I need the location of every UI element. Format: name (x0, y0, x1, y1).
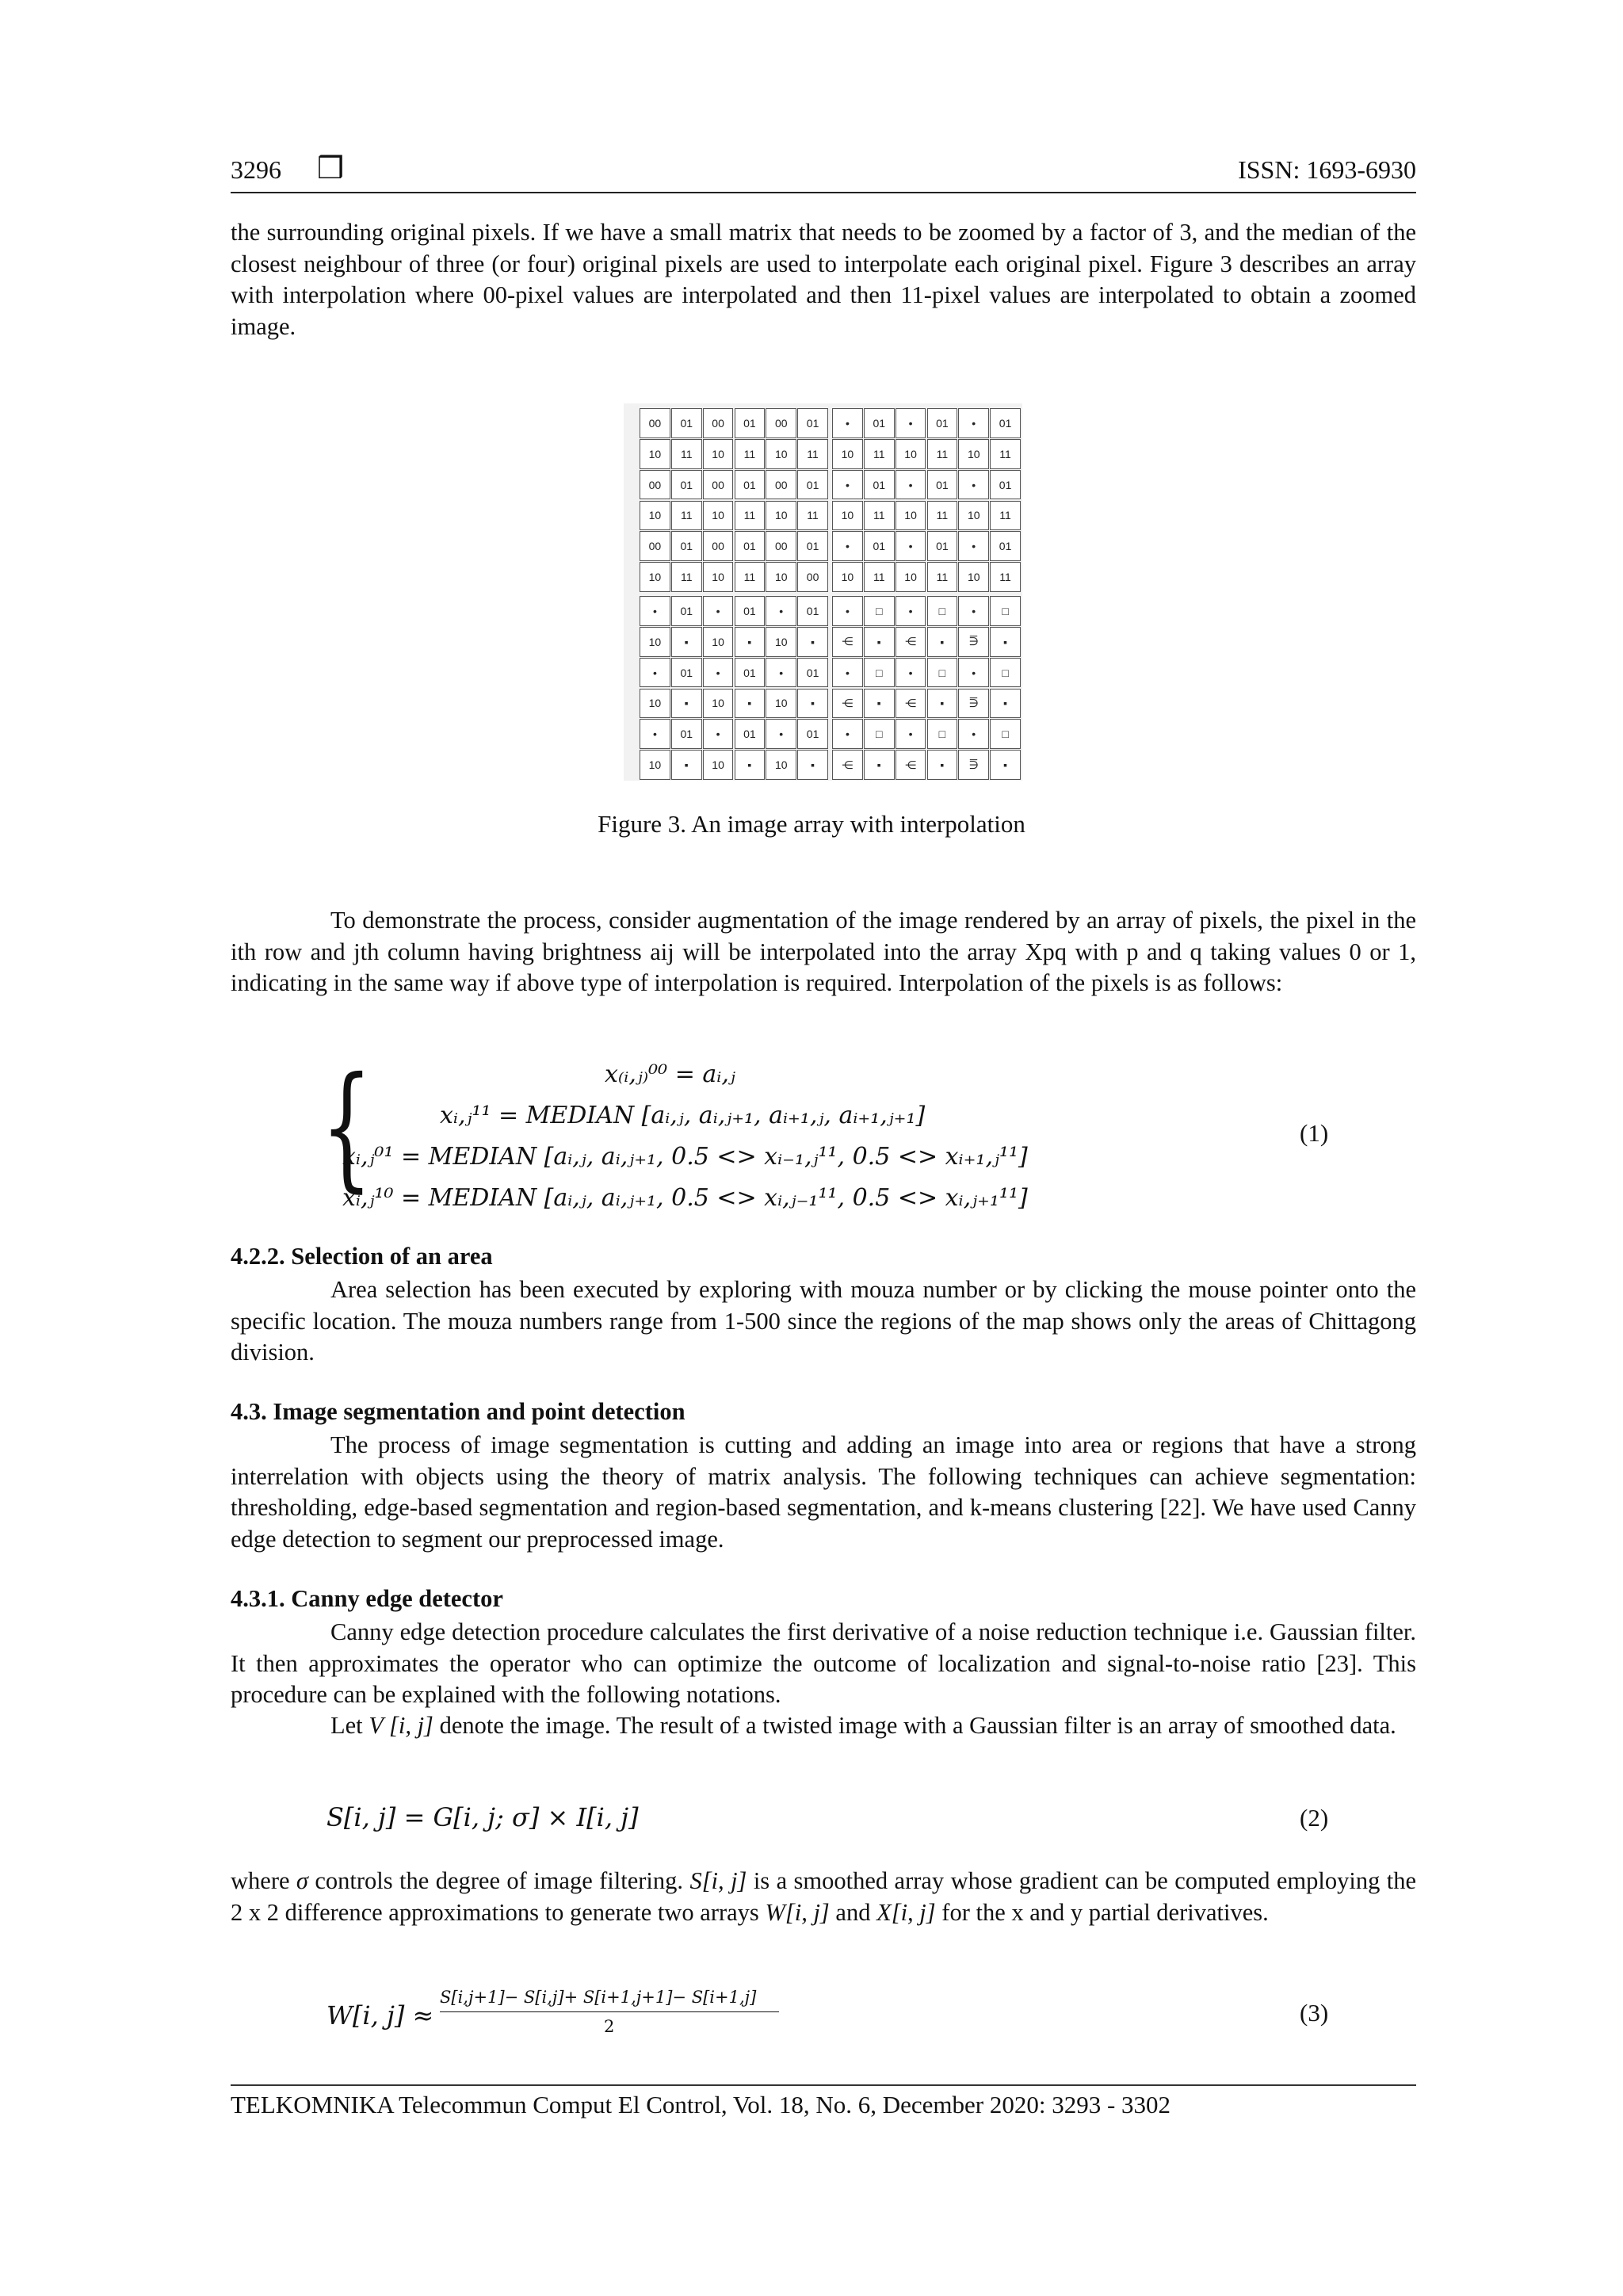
figure-caption: Figure 3. An image array with interpolation (598, 810, 1025, 838)
grid-cell: ⋽ (958, 750, 989, 780)
grid-cell: ⋽ (958, 627, 989, 657)
grid-cell: ▪ (797, 689, 828, 719)
grid-cell: ▪ (797, 750, 828, 780)
grid-cell: • (896, 531, 926, 561)
equation-3-lhs: W[i, j] ≈ (327, 2000, 434, 2030)
grid-cell: 10 (766, 750, 796, 780)
grid-cell: 10 (640, 750, 670, 780)
paragraph-intro: the surrounding original pixels. If we have a small matrix that needs to be zoomed by a factor of 3, and the median of the closest neighbour of three (or four) original pixels are used to interpolate each original pixel. Figure 3 describes an array with interpolation where 00-pixel values are interpolated and then 11-pixel values are interpolated to obtain a zoomed image. (231, 219, 1416, 340)
equation-1-line-4: xᵢ,ⱼ¹⁰ = MEDIAN [aᵢ,ⱼ, aᵢ,ⱼ₊₁, 0.5 <> xᵢ,ⱼ₋₁¹¹, 0.5 <> xᵢ,ⱼ₊₁¹¹] (342, 1184, 1028, 1212)
grid-cell: □ (864, 719, 895, 749)
grid-cell: 11 (671, 439, 702, 469)
grid-cell: 00 (640, 470, 670, 500)
grid-cell: ▪ (671, 627, 702, 657)
footer-citation: TELKOMNIKA Telecommun Comput El Control, Vol. 18, No. 6, December 2020: 3293 - 3302 (231, 2091, 1171, 2118)
grid-cell: 11 (864, 562, 895, 592)
grid-cell: • (832, 719, 863, 749)
grid-cell: • (703, 658, 734, 688)
equation-3-number: (3) (1300, 1999, 1329, 2027)
grid-cell: 01 (990, 408, 1021, 438)
grid-cell: ▪ (864, 689, 895, 719)
grid-cell: 00 (703, 531, 734, 561)
grid-cell: 01 (990, 531, 1021, 561)
grid-cell: 11 (927, 562, 958, 592)
grid-cell: • (832, 596, 863, 626)
grid-cell: ▪ (671, 750, 702, 780)
grid-cell: ⋲ (896, 689, 926, 719)
grid-cell: 11 (671, 501, 702, 531)
grid-cell: 10 (958, 562, 989, 592)
grid-cell: ▪ (735, 689, 766, 719)
equation-1-number: (1) (1300, 1119, 1329, 1147)
grid-cell: 00 (766, 470, 796, 500)
box-icon: ❒ (317, 152, 345, 185)
grid-cell: 01 (797, 531, 828, 561)
grid-cell: ⋲ (896, 627, 926, 657)
grid-cell: 01 (927, 470, 958, 500)
grid-cell: 10 (958, 439, 989, 469)
grid-cell: □ (927, 658, 958, 688)
grid-cell: ▪ (990, 689, 1021, 719)
grid-cell: 10 (896, 501, 926, 531)
grid-cell: ▪ (864, 627, 895, 657)
grid-cell: 01 (671, 470, 702, 500)
issn: ISSN: 1693-6930 (1238, 155, 1416, 184)
grid-cell: 10 (640, 627, 670, 657)
grid-cell: 00 (766, 531, 796, 561)
grid-cell: 10 (958, 501, 989, 531)
grid-cell: ⋽ (958, 689, 989, 719)
equation-3-denominator: 2 (604, 2017, 615, 2036)
grid-cell: ▪ (864, 750, 895, 780)
grid-cell: 10 (896, 439, 926, 469)
paragraph-let-v: Let V [i, j] denote the image. The result of a twisted image with a Gaussian filter is an array of smoothed data. (330, 1712, 1396, 1739)
grid-cell: 01 (797, 596, 828, 626)
grid-cell: ▪ (671, 689, 702, 719)
grid-cell: ▪ (990, 627, 1021, 657)
grid-cell: 10 (832, 501, 863, 531)
paragraph-demonstrate: To demonstrate the process, consider augmentation of the image rendered by an array of pixels, the pixel in the ith row and jth column having brightness aij will be interpolated into the array Xpq with p and q taking values 0 or 1, indicating in the same way if above type of interpolation is required. Interpolation of the pixels is as follows: (231, 907, 1416, 996)
grid-cell: 10 (896, 562, 926, 592)
grid-cell: 11 (927, 501, 958, 531)
grid-cell: • (766, 596, 796, 626)
grid-cell: 11 (797, 501, 828, 531)
grid-cell: 10 (640, 689, 670, 719)
grid-cell: 01 (797, 408, 828, 438)
footer-rule (231, 2084, 1416, 2086)
grid-cell: 10 (703, 689, 734, 719)
grid-cell: 11 (864, 439, 895, 469)
grid-cell: 10 (640, 439, 670, 469)
grid-cell: • (832, 531, 863, 561)
grid-cell: • (958, 470, 989, 500)
grid-cell: ▪ (927, 627, 958, 657)
grid-cell: 10 (703, 501, 734, 531)
grid-cell: 10 (640, 562, 670, 592)
grid-cell: □ (927, 719, 958, 749)
grid-cell: 00 (640, 531, 670, 561)
grid-cell: • (832, 658, 863, 688)
grid-cell: 01 (735, 596, 766, 626)
grid-cell: 11 (735, 562, 766, 592)
grid-cell: 01 (735, 408, 766, 438)
grid-cell: 00 (797, 562, 828, 592)
grid-cell: 01 (797, 470, 828, 500)
equation-brace: { (321, 1049, 372, 1205)
grid-cell: ⋲ (832, 750, 863, 780)
grid-cell: 01 (927, 408, 958, 438)
equation-1-line-1: x₍ᵢ,ⱼ₎⁰⁰ = aᵢ,ⱼ (605, 1060, 735, 1088)
grid-cell: 01 (797, 658, 828, 688)
paragraph-area-selection: Area selection has been executed by exploring with mouza number or by clicking the mouse pointer onto the specific location. The mouza numbers range from 1-500 since the regions of the map shows only the areas of Chittagong division. (231, 1276, 1416, 1366)
grid-cell: 10 (703, 562, 734, 592)
grid-cell: 11 (797, 439, 828, 469)
heading-4-2-2: 4.2.2. Selection of an area (231, 1243, 493, 1270)
header-rule (231, 192, 1416, 193)
grid-cell: 01 (864, 408, 895, 438)
grid-cell: 10 (766, 627, 796, 657)
grid-cell: 00 (703, 470, 734, 500)
grid-cell: 10 (832, 439, 863, 469)
grid-cell: □ (864, 658, 895, 688)
grid-cell: 01 (735, 719, 766, 749)
grid-cell: • (832, 470, 863, 500)
grid-cell: • (958, 596, 989, 626)
grid-cell: 01 (671, 719, 702, 749)
grid-cell: □ (927, 596, 958, 626)
grid-cell: • (896, 470, 926, 500)
heading-4-3-1: 4.3.1. Canny edge detector (231, 1585, 503, 1612)
paragraph-segmentation: The process of image segmentation is cutting and adding an image into area or regions that have a strong interrelation with objects using the theory of matrix analysis. The following techniques can achieve segmentation: thresholding, edge-based segmentation and region-based segmentation, and k-means clustering [22]. We have used Canny edge detection to segment our preprocessed image. (231, 1431, 1416, 1553)
equation-3-numerator: S[i,j+1]− S[i,j]+ S[i+1,j+1]− S[i+1,j] (440, 1988, 757, 2007)
grid-cell: □ (864, 596, 895, 626)
grid-cell: ▪ (797, 627, 828, 657)
grid-cell: • (896, 658, 926, 688)
grid-cell: 01 (864, 470, 895, 500)
grid-cell: 01 (671, 658, 702, 688)
grid-cell: • (958, 719, 989, 749)
grid-cell: ▪ (927, 750, 958, 780)
page-number: 3296 (231, 155, 281, 184)
grid-cell: 01 (927, 531, 958, 561)
grid-cell: 00 (640, 408, 670, 438)
figure-3 (624, 403, 1022, 781)
grid-cell: 10 (766, 501, 796, 531)
grid-cell: 11 (735, 439, 766, 469)
grid-cell: 01 (735, 470, 766, 500)
grid-cell: • (832, 408, 863, 438)
grid-cell: 10 (832, 562, 863, 592)
grid-cell: 01 (671, 408, 702, 438)
grid-cell: 01 (671, 596, 702, 626)
grid-cell: • (896, 408, 926, 438)
grid-cell: 11 (990, 439, 1021, 469)
grid-cell: • (703, 596, 734, 626)
grid-cell: • (896, 719, 926, 749)
grid-cell: 10 (703, 439, 734, 469)
grid-cell: 01 (864, 531, 895, 561)
grid-cell: • (640, 596, 670, 626)
grid-cell: ▪ (735, 750, 766, 780)
grid-cell: 00 (703, 408, 734, 438)
grid-cell: 10 (640, 501, 670, 531)
grid-cell: 01 (735, 658, 766, 688)
grid-cell: 11 (735, 501, 766, 531)
grid-cell: 11 (671, 562, 702, 592)
grid-cell: 10 (703, 627, 734, 657)
grid-cell: 01 (671, 531, 702, 561)
equation-2: S[i, j] = G[i, j; σ] × I[i, j] (327, 1802, 639, 1832)
grid-cell: • (640, 658, 670, 688)
grid-cell: □ (990, 719, 1021, 749)
grid-cell: 11 (990, 501, 1021, 531)
grid-cell: 11 (990, 562, 1021, 592)
grid-cell: □ (990, 658, 1021, 688)
equation-1-line-3: xᵢ,ⱼ⁰¹ = MEDIAN [aᵢ,ⱼ, aᵢ,ⱼ₊₁, 0.5 <> xᵢ₋₁,ⱼ¹¹, 0.5 <> xᵢ₊₁,ⱼ¹¹] (342, 1143, 1028, 1171)
heading-4-3: 4.3. Image segmentation and point detection (231, 1398, 685, 1425)
grid-cell: • (958, 531, 989, 561)
grid-cell: • (766, 719, 796, 749)
grid-cell: 11 (864, 501, 895, 531)
grid-cell: ▪ (927, 689, 958, 719)
paragraph-canny: Canny edge detection procedure calculates the first derivative of a noise reduction technique i.e. Gaussian filter. It then approximates the operator who can optimize the outcome of localization and signal-to-noise ratio [23]. This procedure can be explained with the following notations. (231, 1618, 1416, 1708)
grid-cell: 01 (990, 470, 1021, 500)
grid-cell: □ (990, 596, 1021, 626)
grid-cell: 00 (766, 408, 796, 438)
grid-cell: 01 (735, 531, 766, 561)
grid-cell: ⋲ (832, 689, 863, 719)
grid-cell: 11 (927, 439, 958, 469)
grid-cell: ▪ (990, 750, 1021, 780)
grid-cell: ⋲ (832, 627, 863, 657)
grid-cell: • (640, 719, 670, 749)
grid-cell: • (958, 658, 989, 688)
grid-cell: • (703, 719, 734, 749)
grid-cell: • (766, 658, 796, 688)
equation-2-number: (2) (1300, 1804, 1329, 1832)
grid-cell: ⋲ (896, 750, 926, 780)
interpolation-grid (640, 408, 1018, 777)
grid-cell: • (896, 596, 926, 626)
fraction-bar (440, 2011, 779, 2012)
grid-cell: 10 (766, 689, 796, 719)
equation-1-line-2: xᵢ,ⱼ¹¹ = MEDIAN [aᵢ,ⱼ, aᵢ,ⱼ₊₁, aᵢ₊₁,ⱼ, aᵢ₊₁,ⱼ₊₁] (440, 1102, 926, 1129)
grid-cell: 10 (766, 562, 796, 592)
grid-cell: 01 (797, 719, 828, 749)
grid-cell: 10 (703, 750, 734, 780)
grid-cell: • (958, 408, 989, 438)
grid-cell: ▪ (735, 627, 766, 657)
grid-cell: 10 (766, 439, 796, 469)
paragraph-where-sigma: where σ controls the degree of image filtering. S[i, j] is a smoothed array whose gradient can be computed employing the 2 x 2 difference approximations to generate two arrays W[i, j] and X[i, j] for the x and y partial derivatives. (231, 1867, 1417, 1926)
